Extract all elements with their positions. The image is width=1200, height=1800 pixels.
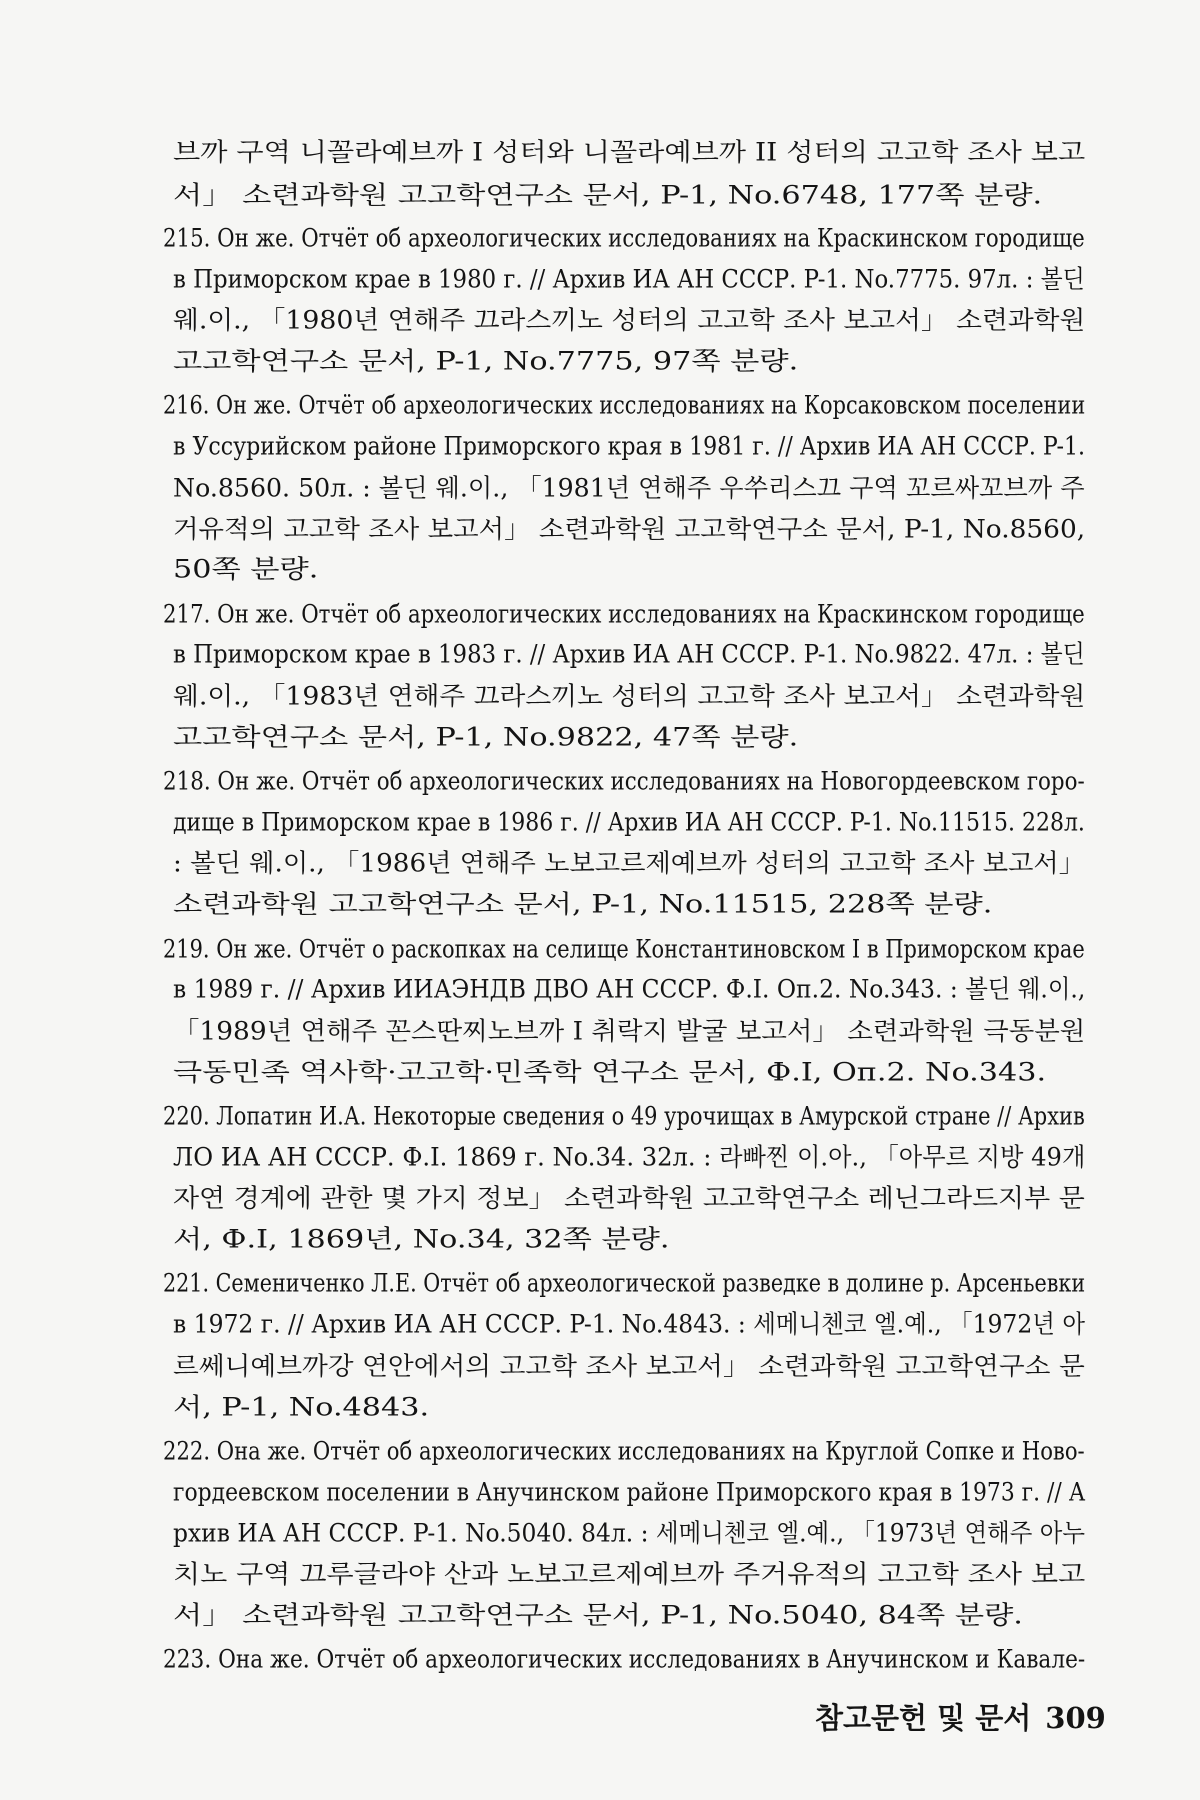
reference-line: в Приморском крае в 1980 г. // Архив ИА АН СССР. P-1. No.7775. 97л. : 볼딘 xyxy=(173,264,1085,294)
reference-line: 고고학연구소 문서, P-1, No.9822, 47쪽 분량. xyxy=(173,722,799,752)
reference-line: 220. Лопатин И.А. Некоторые сведения о 49 урочищах в Амурской стране // Архив xyxy=(163,1101,1085,1131)
reference-line: в 1989 г. // Архив ИИАЭНДВ ДВО АН СССР. Ф.I. Оп.2. No.343. : 볼딘 웨.이., xyxy=(173,975,1086,1005)
reference-line: 「1989년 연해주 꼰스딴찌노브까 I 취락지 발굴 보고서」 소련과학원 극동분원 xyxy=(173,1016,1086,1046)
reference-line: 218. Он же. Отчёт об археологических исследованиях на Новогордеевском горо- xyxy=(163,767,1085,796)
reference-line: ЛО ИА АН СССР. Ф.I. 1869 г. No.34. 32л. : 라빠찐 이.아., 「아무르 지방 49개 xyxy=(173,1142,1086,1172)
reference-line: 217. Он же. Отчёт об археологических исследованиях на Краскинском городище xyxy=(163,599,1085,629)
reference-line: 서」 소련과학원 고고학연구소 문서, P-1, No.5040, 84쪽 분량. xyxy=(173,1600,1023,1630)
reference-line: 215. Он же. Отчёт об археологических исследованиях на Краскинском городище xyxy=(163,223,1085,253)
reference-line: гордеевском поселении в Анучинском районе Приморского края в 1973 г. // А xyxy=(173,1477,1086,1507)
reference-line: 치노 구역 끄루글라야 산과 노보고르제예브까 주거유적의 고고학 조사 보고 xyxy=(173,1559,1086,1589)
reference-line: 거유적의 고고학 조사 보고서」 소련과학원 고고학연구소 문서, P-1, No.8560, xyxy=(173,514,1086,544)
reference-line: в Уссурийском районе Приморского края в 1981 г. // Архив ИА АН СССР. P-1. xyxy=(173,432,1086,462)
reference-line: 219. Он же. Отчёт о раскопках на селище Константиновском I в Приморском крае xyxy=(163,934,1085,964)
reference-line: 극동민족 역사학·고고학·민족학 연구소 문서, Ф.I, Оп.2. No.343. xyxy=(173,1057,1047,1087)
reference-line: 222. Она же. Отчёт об археологических исследованиях на Круглой Сопке и Ново- xyxy=(163,1436,1085,1466)
reference-line: 216. Он же. Отчёт об археологических исследованиях на Корсаковском поселении xyxy=(163,391,1086,421)
reference-line: 221. Семениченко Л.Е. Отчёт об археологической разведке в долине р. Арсеньевки xyxy=(163,1269,1086,1299)
reference-line: рхив ИА АН СССР. P-1. No.5040. 84л. : 세메니첸코 엘.예., 「1973년 연해주 아누 xyxy=(173,1519,1085,1549)
reference-line: 223. Она же. Отчёт об археологических исследованиях в Анучинском и Кавале- xyxy=(163,1645,1086,1674)
reference-line: 브까 구역 니꼴라예브까 I 성터와 니꼴라예브까 II 성터의 고고학 조사 보고 xyxy=(173,138,1086,167)
reference-line: : 볼딘 웨.이., 「1986년 연해주 노보고르제예브까 성터의 고고학 조사 보고서」 xyxy=(173,849,1085,879)
reference-line: 웨.이., 「1983년 연해주 끄라스끼노 성터의 고고학 조사 보고서」 소련과학원 xyxy=(173,682,1086,711)
reference-line: в 1972 г. // Архив ИА АН СССР. P-1. No.4843. : 세메니첸코 엘.예., 「1972년 아 xyxy=(173,1310,1086,1340)
reference-line: в Приморском крае в 1983 г. // Архив ИА АН СССР. P-1. No.9822. 47л. : 볼딘 xyxy=(173,640,1085,670)
reference-line: 르쎄니예브까강 연안에서의 고고학 조사 보고서」 소련과학원 고고학연구소 문 xyxy=(173,1351,1085,1381)
reference-line: No.8560. 50л. : 볼딘 웨.이., 「1981년 연해주 우쑤리스끄 구역 꼬르싸꼬브까 주 xyxy=(173,473,1085,503)
reference-line: 고고학연구소 문서, P-1, No.7775, 97쪽 분량. xyxy=(173,347,799,377)
reference-line: 웨.이., 「1980년 연해주 끄라스끼노 성터의 고고학 조사 보고서」 소련과학원 xyxy=(173,306,1086,336)
reference-line: дище в Приморском крае в 1986 г. // Архив ИА АН СССР. P-1. No.11515. 228л. xyxy=(173,807,1085,837)
reference-line: 자연 경계에 관한 몇 가지 정보」 소련과학원 고고학연구소 레닌그라드지부 문 xyxy=(173,1184,1085,1214)
reference-line: 50쪽 분량. xyxy=(173,555,319,585)
footer-section-title: 참고문헌 및 문서 xyxy=(815,1701,1032,1735)
page-number: 309 xyxy=(1045,1701,1106,1735)
reference-line: 서, Ф.I, 1869년, No.34, 32쪽 분량. xyxy=(173,1225,670,1255)
reference-line: 서」 소련과학원 고고학연구소 문서, P-1, No.6748, 177쪽 분량. xyxy=(173,180,1043,210)
page-footer xyxy=(815,1696,1106,1737)
reference-line: 서, P-1, No.4843. xyxy=(173,1392,430,1422)
reference-line: 소련과학원 고고학연구소 문서, P-1, No.11515, 228쪽 분량. xyxy=(173,890,993,920)
